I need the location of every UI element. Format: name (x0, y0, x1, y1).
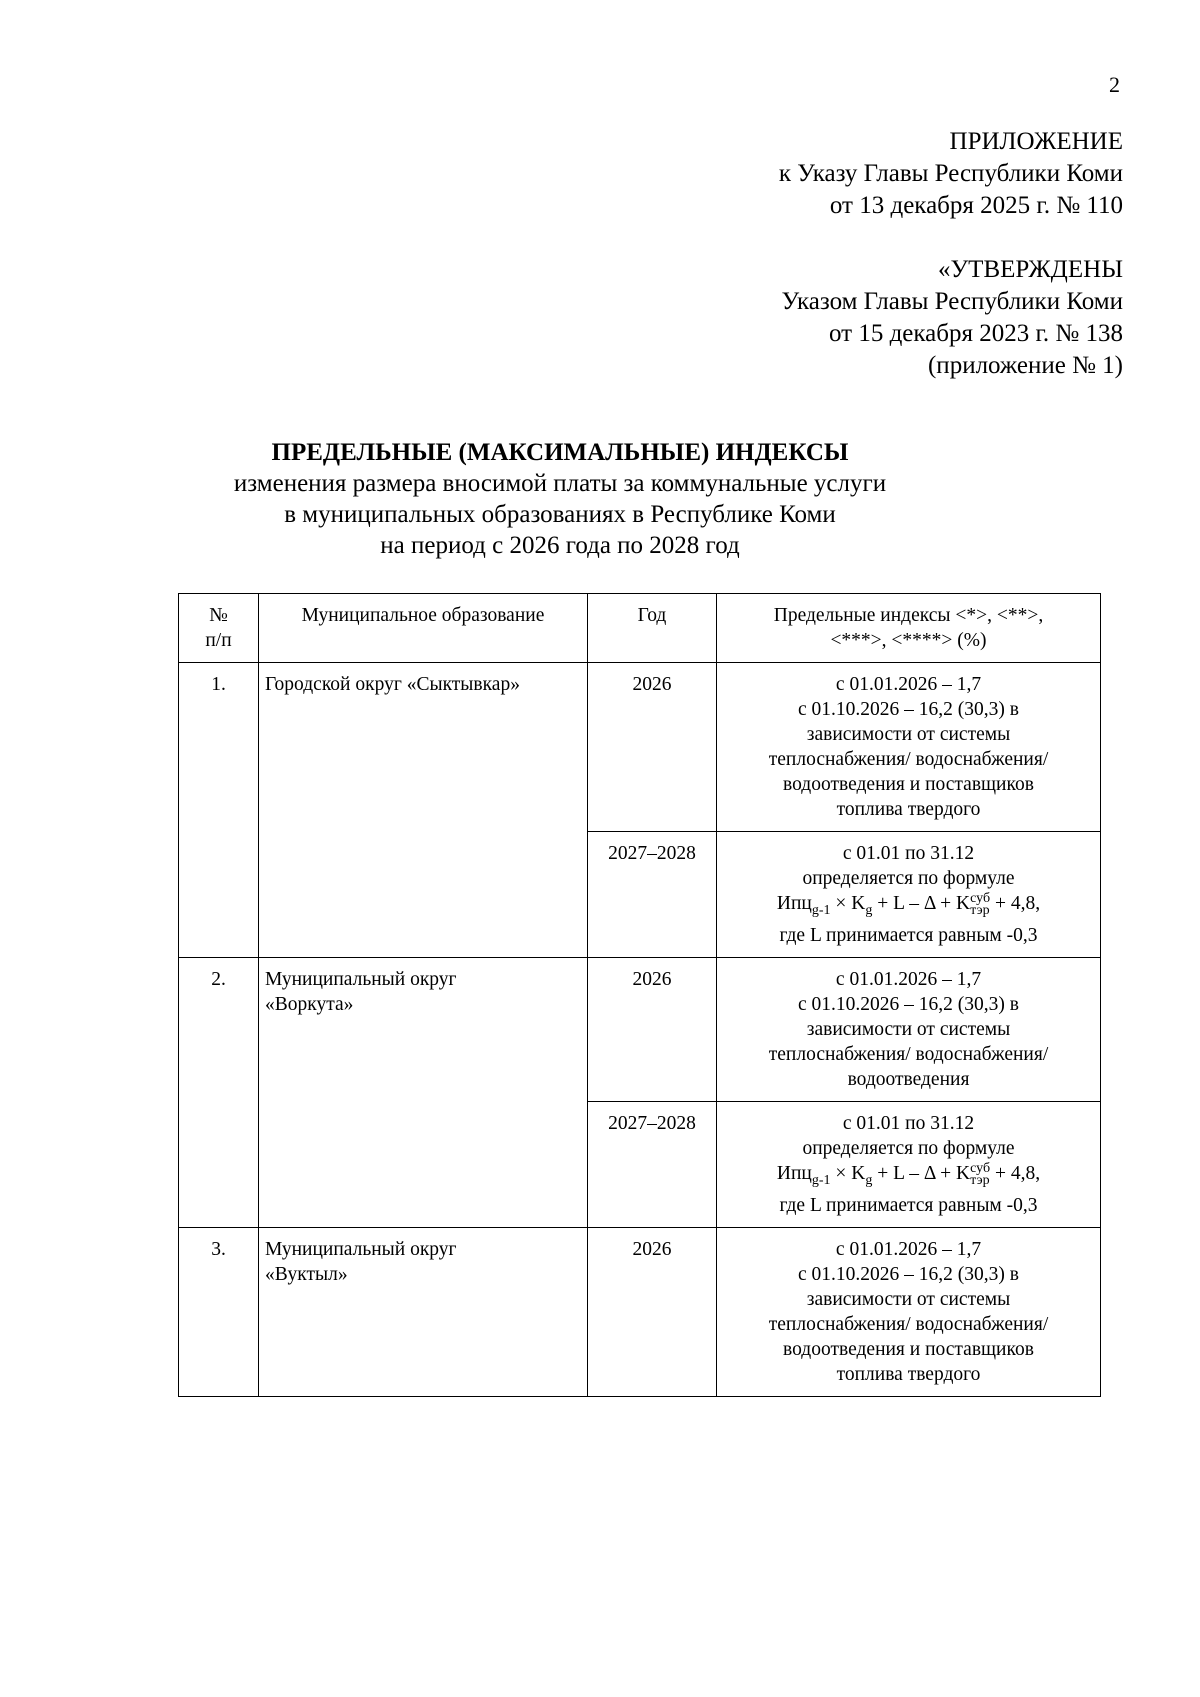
title-sub-line: на период с 2026 года по 2028 год (380, 532, 740, 559)
formula-part: Ипц (776, 1162, 812, 1184)
formula-sub: тэр (970, 1172, 990, 1188)
table-row (179, 1227, 1101, 1396)
approved-line: (приложение № 1) (927, 352, 1123, 379)
index-line: водоотведения и поставщиков (783, 774, 1034, 795)
municipality-cell (259, 663, 588, 958)
formula-part: + 4,8, (990, 893, 1041, 914)
year-cell: 2026 (588, 663, 717, 832)
index-line: топлива твердого (836, 799, 981, 820)
row-number: 2. (179, 957, 259, 1227)
header-municipality: Муниципальное образование (259, 594, 588, 663)
table-header-row (179, 594, 1101, 663)
municipality-line: «Вуктыл» (265, 1263, 348, 1285)
approved-line: «УТВЕРЖДЕНЫ (937, 256, 1123, 283)
index-line: теплоснабжения/ водоснабжения/ (768, 749, 1049, 770)
approved-header (781, 254, 1123, 382)
title-sub-line: в муниципальных образованиях в Республике Коми (284, 501, 836, 528)
formula-sub: тэр (970, 903, 990, 918)
formula-part: + L – Δ + K (872, 1162, 971, 1184)
formula-part: g (865, 1172, 873, 1188)
municipality-cell (259, 1227, 588, 1396)
table-body (179, 663, 1101, 1397)
index-line: определяется по формуле (802, 868, 1015, 889)
formula-part: × K (830, 1162, 866, 1184)
index-line: с 01.10.2026 – 16,2 (30,3) в (798, 1263, 1019, 1285)
municipality-line: Городской округ «Сыктывкар» (265, 674, 520, 695)
index-line: определяется по формуле (802, 1137, 1015, 1159)
index-line: с 01.01.2026 – 1,7 (835, 674, 982, 695)
year-cell: 2027–2028 (588, 832, 717, 958)
index-line: водоотведения и поставщиков (783, 1338, 1034, 1360)
index-cell (717, 1101, 1101, 1227)
index-line: где L принимается равным -0,3 (779, 1194, 1038, 1216)
year-cell: 2026 (588, 1227, 717, 1396)
header-year: Год (588, 594, 717, 663)
index-line: с 01.01 по 31.12 (842, 843, 975, 864)
formula-part: + L – Δ + K (872, 893, 971, 914)
table-row (179, 957, 1101, 1101)
document-title (180, 437, 940, 561)
index-cell (717, 1227, 1101, 1396)
index-line: зависимости от системы (806, 724, 1011, 745)
formula-sup: суб (970, 1160, 991, 1176)
formula-sup: суб (970, 891, 991, 906)
approved-line: от 15 декабря 2023 г. № 138 (828, 320, 1123, 347)
index-line: с 01.10.2026 – 16,2 (30,3) в (798, 993, 1019, 1015)
title-sub-line: изменения размера вносимой платы за коммунальные услуги (233, 470, 887, 497)
index-line: топлива твердого (836, 1363, 981, 1385)
header-num-line: № (209, 605, 228, 626)
header-num (179, 594, 259, 663)
formula-part: g (865, 902, 873, 918)
formula-index (970, 1160, 991, 1188)
index-line: с 01.01 по 31.12 (842, 1112, 975, 1134)
appendix-line: ПРИЛОЖЕНИЕ (949, 128, 1123, 155)
index-line: где L принимается равным -0,3 (779, 924, 1038, 946)
formula-part: Ипц (776, 893, 812, 914)
table-row (179, 663, 1101, 832)
page-number: 2 (1109, 72, 1120, 97)
index-cell (717, 663, 1101, 832)
formula-line (723, 1161, 1094, 1193)
formula-part: × K (830, 893, 866, 914)
index-cell (717, 957, 1101, 1101)
formula-part: + 4,8, (990, 1162, 1041, 1184)
header-indices-line: Предельные индексы <*>, <**>, (773, 605, 1044, 626)
year-cell: 2027–2028 (588, 1101, 717, 1227)
year-cell: 2026 (588, 957, 717, 1101)
formula-line (723, 891, 1094, 923)
index-line: зависимости от системы (806, 1018, 1011, 1040)
municipality-line: «Воркута» (265, 993, 354, 1015)
header-indices-line: <***>, <****> (%) (830, 630, 987, 651)
formula-part: g-1 (811, 902, 831, 918)
index-line: с 01.01.2026 – 1,7 (835, 968, 982, 990)
approved-line: Указом Главы Республики Коми (781, 288, 1123, 315)
header-indices (717, 594, 1101, 663)
index-line: теплоснабжения/ водоснабжения/ (768, 1043, 1049, 1065)
header-num-line: п/п (205, 630, 232, 651)
index-cell (717, 832, 1101, 958)
appendix-line: к Указу Главы Республики Коми (778, 160, 1123, 187)
row-number: 1. (179, 663, 259, 958)
index-line: с 01.10.2026 – 16,2 (30,3) в (798, 699, 1019, 720)
index-line: зависимости от системы (806, 1288, 1011, 1310)
index-line: с 01.01.2026 – 1,7 (835, 1238, 982, 1260)
index-line: водоотведения (847, 1068, 970, 1090)
formula-part: g-1 (811, 1172, 831, 1188)
municipality-line: Муниципальный округ (265, 968, 457, 990)
municipality-line: Муниципальный округ (265, 1238, 457, 1260)
indices-table (178, 593, 1101, 1397)
row-number: 3. (179, 1227, 259, 1396)
title-main: ПРЕДЕЛЬНЫЕ (МАКСИМАЛЬНЫЕ) ИНДЕКСЫ (271, 439, 849, 466)
appendix-header (779, 126, 1123, 222)
municipality-cell (259, 957, 588, 1227)
formula-index (970, 893, 990, 917)
index-line: теплоснабжения/ водоснабжения/ (768, 1313, 1049, 1335)
appendix-line: от 13 декабря 2025 г. № 110 (829, 192, 1123, 219)
